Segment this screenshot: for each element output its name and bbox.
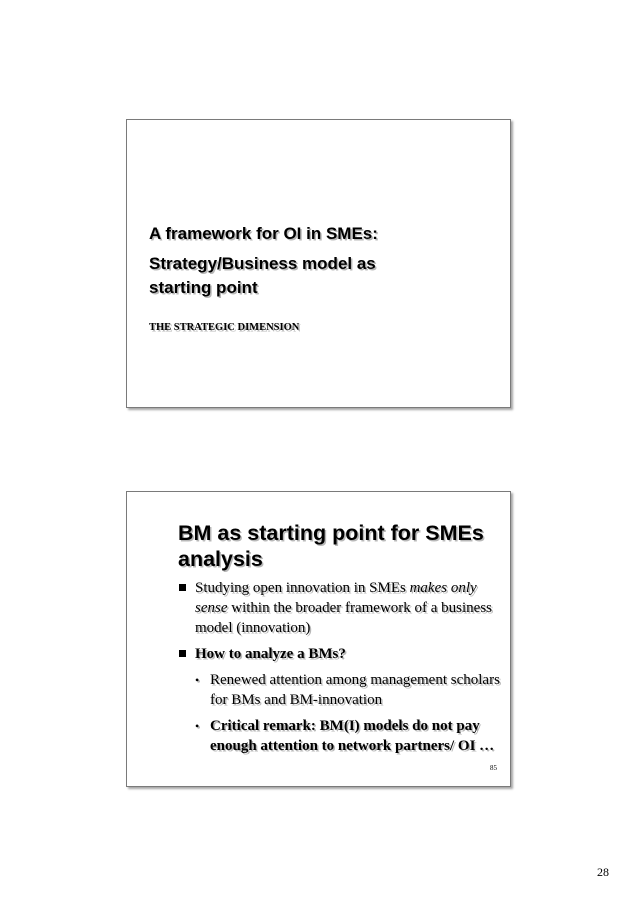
dot-bullet-icon: • — [195, 673, 200, 687]
slide-1-title — [149, 222, 489, 300]
slide-2 — [126, 491, 511, 787]
slide-1-title-line-3: starting point — [149, 278, 258, 297]
sub-bullet-item — [179, 670, 509, 710]
bullet-1-text-italic: makes only sense — [195, 580, 477, 616]
slide-2-title-line-1: BM as starting point for SMEs — [178, 521, 484, 545]
slide-number: 85 — [490, 764, 497, 772]
slide-1-subtitle: THE STRATEGIC DIMENSION — [149, 322, 300, 333]
slide-1 — [126, 119, 511, 408]
slide-2-title-line-2: analysis — [178, 547, 263, 571]
slide-1-title-line-2: Strategy/Business model as — [149, 254, 376, 273]
square-bullet-icon — [179, 584, 186, 591]
bullet-2-text: How to analyze a BMs? — [195, 646, 346, 662]
bullet-item — [179, 578, 509, 638]
page-number: 28 — [597, 865, 609, 879]
bullet-item — [179, 644, 509, 664]
sub-bullet-item — [179, 716, 509, 756]
slide-2-title — [178, 520, 508, 572]
bullet-1-text-end: within the broader framework of a business model (innovation) — [195, 600, 493, 636]
square-bullet-icon — [179, 650, 186, 657]
slide-1-title-line-1: A framework for OI in SMEs: — [149, 224, 378, 243]
sub-bullet-2-text: Critical remark: BM(I) models do not pay enough attention to network partners/ OI … — [210, 718, 495, 754]
sub-bullet-1-text: Renewed attention among management scholars for BMs and BM-innovation — [210, 672, 500, 708]
slide-2-body — [179, 578, 509, 756]
bullet-1-text-start: Studying open innovation in SMEs — [195, 580, 410, 596]
dot-bullet-icon: • — [195, 719, 200, 733]
